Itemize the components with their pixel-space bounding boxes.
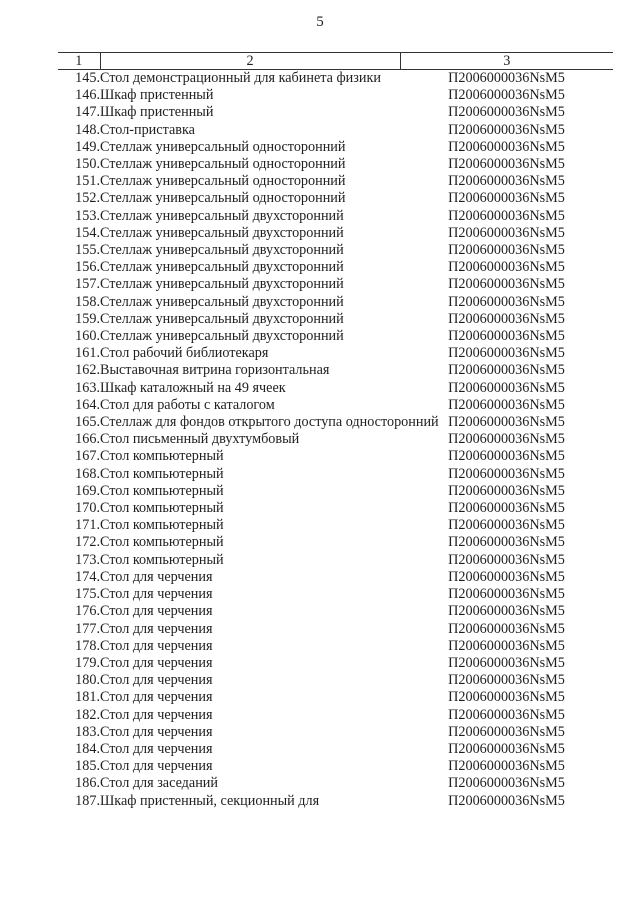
table-row: [58, 724, 613, 741]
item-name: Стол компьютерный: [100, 517, 224, 534]
row-number: 169.: [75, 482, 100, 499]
row-number: 185.: [75, 758, 100, 775]
item-name: Стол компьютерный: [100, 551, 224, 568]
table-row: [58, 655, 613, 672]
table-row: [58, 586, 613, 603]
table-row: [58, 483, 613, 500]
table-row: [58, 104, 613, 121]
item-code: П2006000036NsM5: [448, 758, 565, 775]
table-row: [58, 517, 613, 534]
row-number: 167.: [75, 448, 100, 465]
table-row: [58, 225, 613, 242]
row-number: 163.: [75, 379, 100, 396]
item-code: П2006000036NsM5: [448, 138, 565, 155]
item-name: Стеллаж универсальный двухсторонний: [100, 276, 344, 293]
item-code: П2006000036NsM5: [448, 672, 565, 689]
item-name: Стол для черчения: [100, 620, 213, 637]
item-name: Стол для работы с каталогом: [100, 396, 275, 413]
item-code: П2006000036NsM5: [448, 448, 565, 465]
row-number: 184.: [75, 740, 100, 757]
row-number: 186.: [75, 775, 100, 792]
item-name: Стеллаж универсальный односторонний: [100, 138, 346, 155]
row-number: 173.: [75, 551, 100, 568]
row-number: 181.: [75, 689, 100, 706]
row-number: 165.: [75, 414, 100, 431]
item-code: П2006000036NsM5: [448, 534, 565, 551]
inventory-table: [58, 52, 613, 810]
item-code: П2006000036NsM5: [448, 362, 565, 379]
item-name: Стол компьютерный: [100, 465, 224, 482]
item-name: Стол для черчения: [100, 740, 213, 757]
row-number: 159.: [75, 310, 100, 327]
table-row: [58, 362, 613, 379]
table-row: [58, 242, 613, 259]
table-row: [58, 397, 613, 414]
item-code: П2006000036NsM5: [448, 379, 565, 396]
item-name: Стол для черчения: [100, 568, 213, 585]
item-name: Стеллаж универсальный двухсторонний: [100, 242, 344, 259]
item-code: П2006000036NsM5: [448, 207, 565, 224]
row-number: 153.: [75, 207, 100, 224]
row-number: 175.: [75, 586, 100, 603]
item-name: Стол для черчения: [100, 586, 213, 603]
row-number: 147.: [75, 104, 100, 121]
item-code: П2006000036NsM5: [448, 242, 565, 259]
table-row: [58, 672, 613, 689]
table-row: [58, 569, 613, 586]
row-number: 164.: [75, 396, 100, 413]
table-row: [58, 758, 613, 775]
table-row: [58, 276, 613, 293]
table-row: [58, 466, 613, 483]
table-row: [58, 190, 613, 207]
item-code: П2006000036NsM5: [448, 259, 565, 276]
item-code: П2006000036NsM5: [448, 775, 565, 792]
table-row: [58, 122, 613, 139]
row-number: 156.: [75, 259, 100, 276]
item-name: Выставочная витрина горизонтальная: [100, 362, 330, 379]
item-name: Стеллаж универсальный двухсторонний: [100, 207, 344, 224]
item-name: Стол компьютерный: [100, 534, 224, 551]
table-row: [58, 638, 613, 655]
item-name: Стеллаж универсальный двухсторонний: [100, 293, 344, 310]
table-row: [58, 552, 613, 569]
row-number: 158.: [75, 293, 100, 310]
row-number: 182.: [75, 706, 100, 723]
item-code: П2006000036NsM5: [448, 190, 565, 207]
table-row: [58, 345, 613, 362]
item-name: Стол для черчения: [100, 723, 213, 740]
row-number: 146.: [75, 87, 100, 104]
table-row: [58, 431, 613, 448]
row-number: 161.: [75, 345, 100, 362]
item-code: П2006000036NsM5: [448, 740, 565, 757]
item-code: П2006000036NsM5: [448, 654, 565, 671]
table-row: [58, 603, 613, 620]
table-row: [58, 414, 613, 431]
row-number: 160.: [75, 328, 100, 345]
row-number: 149.: [75, 138, 100, 155]
item-code: П2006000036NsM5: [448, 328, 565, 345]
page-number: 5: [316, 14, 324, 30]
item-name: Стол для черчения: [100, 706, 213, 723]
item-code: П2006000036NsM5: [448, 723, 565, 740]
item-code: П2006000036NsM5: [448, 603, 565, 620]
item-name: Стол для черчения: [100, 672, 213, 689]
item-name: Стол компьютерный: [100, 448, 224, 465]
item-code: П2006000036NsM5: [448, 293, 565, 310]
table-row: [58, 448, 613, 465]
item-code: П2006000036NsM5: [448, 156, 565, 173]
row-number: 176.: [75, 603, 100, 620]
item-name: Стол компьютерный: [100, 482, 224, 499]
table-header-row: [58, 53, 613, 70]
item-name: Стеллаж универсальный двухсторонний: [100, 224, 344, 241]
row-number: 151.: [75, 173, 100, 190]
item-code: П2006000036NsM5: [448, 70, 565, 86]
row-number: 170.: [75, 500, 100, 517]
item-name: Стол для черчения: [100, 689, 213, 706]
row-number: 166.: [75, 431, 100, 448]
row-number: 154.: [75, 224, 100, 241]
item-code: П2006000036NsM5: [448, 310, 565, 327]
item-code: П2006000036NsM5: [448, 637, 565, 654]
item-name: Стеллаж универсальный односторонний: [100, 156, 346, 173]
table-row: [58, 500, 613, 517]
item-code: П2006000036NsM5: [448, 586, 565, 603]
table-row: [58, 707, 613, 724]
item-name: Стол для черчения: [100, 603, 213, 620]
item-name: Стол демонстрационный для кабинета физики: [100, 70, 381, 86]
column-header-code: 3: [400, 53, 613, 70]
table-row: [58, 156, 613, 173]
item-code: П2006000036NsM5: [448, 620, 565, 637]
row-number: 183.: [75, 723, 100, 740]
item-name: Стол для черчения: [100, 758, 213, 775]
table-row: [58, 775, 613, 792]
item-code: П2006000036NsM5: [448, 276, 565, 293]
item-code: П2006000036NsM5: [448, 792, 565, 809]
table-row: [58, 87, 613, 104]
item-name: Стол для заседаний: [100, 775, 218, 792]
table-row: [58, 621, 613, 638]
table-row: [58, 380, 613, 397]
item-code: П2006000036NsM5: [448, 465, 565, 482]
item-code: П2006000036NsM5: [448, 568, 565, 585]
item-code: П2006000036NsM5: [448, 224, 565, 241]
table-row: [58, 311, 613, 328]
item-name: Стол для черчения: [100, 637, 213, 654]
item-name: Стеллаж универсальный двухсторонний: [100, 310, 344, 327]
item-name: Шкаф пристенный, секционный для: [100, 792, 320, 809]
row-number: 180.: [75, 672, 100, 689]
item-name: Стол для черчения: [100, 654, 213, 671]
table-row: [58, 294, 613, 311]
item-code: П2006000036NsM5: [448, 431, 565, 448]
item-name: Стеллаж универсальный двухсторонний: [100, 259, 344, 276]
table-body: [58, 70, 613, 810]
item-name: Стол компьютерный: [100, 500, 224, 517]
row-number: 150.: [75, 156, 100, 173]
item-code: П2006000036NsM5: [448, 104, 565, 121]
table-row: [58, 208, 613, 225]
column-header-number: 1: [58, 53, 100, 70]
item-name: Стол-приставка: [100, 121, 195, 138]
row-number: 172.: [75, 534, 100, 551]
table-row: [58, 173, 613, 190]
item-code: П2006000036NsM5: [448, 482, 565, 499]
item-name: Стол рабочий библиотекаря: [100, 345, 269, 362]
row-number: 178.: [75, 637, 100, 654]
table-row: [58, 259, 613, 276]
item-code: П2006000036NsM5: [448, 706, 565, 723]
row-number: 148.: [75, 121, 100, 138]
row-number: 162.: [75, 362, 100, 379]
item-name: Шкаф пристенный: [100, 104, 214, 121]
item-code: П2006000036NsM5: [448, 345, 565, 362]
table-row: [58, 139, 613, 156]
row-number: 157.: [75, 276, 100, 293]
row-number: 171.: [75, 517, 100, 534]
item-name: Шкаф каталожный на 49 ячеек: [100, 379, 286, 396]
table-row: [58, 534, 613, 551]
row-number: 155.: [75, 242, 100, 259]
item-code: П2006000036NsM5: [448, 551, 565, 568]
item-name: Шкаф пристенный: [100, 87, 214, 104]
table-row: [58, 793, 613, 810]
row-number: 174.: [75, 568, 100, 585]
item-code: П2006000036NsM5: [448, 517, 565, 534]
column-header-name: 2: [100, 53, 400, 70]
row-number: 145.: [75, 70, 100, 86]
item-name: Стеллаж универсальный односторонний: [100, 190, 346, 207]
item-name: Стеллаж универсальный двухсторонний: [100, 328, 344, 345]
row-number: 168.: [75, 465, 100, 482]
row-number: 152.: [75, 190, 100, 207]
table-row: [58, 741, 613, 758]
table-row: [58, 689, 613, 706]
table-row: [58, 70, 613, 88]
item-code: П2006000036NsM5: [448, 396, 565, 413]
item-name: Стеллаж для фондов открытого доступа односторонний: [100, 414, 439, 431]
item-name: Стеллаж универсальный односторонний: [100, 173, 346, 190]
table-row: [58, 328, 613, 345]
item-code: П2006000036NsM5: [448, 173, 565, 190]
item-code: П2006000036NsM5: [448, 87, 565, 104]
item-code: П2006000036NsM5: [448, 500, 565, 517]
row-number: 177.: [75, 620, 100, 637]
item-name: Стол письменный двухтумбовый: [100, 431, 300, 448]
item-code: П2006000036NsM5: [448, 414, 565, 431]
row-number: 187.: [75, 792, 100, 809]
item-code: П2006000036NsM5: [448, 121, 565, 138]
row-number: 179.: [75, 654, 100, 671]
item-code: П2006000036NsM5: [448, 689, 565, 706]
